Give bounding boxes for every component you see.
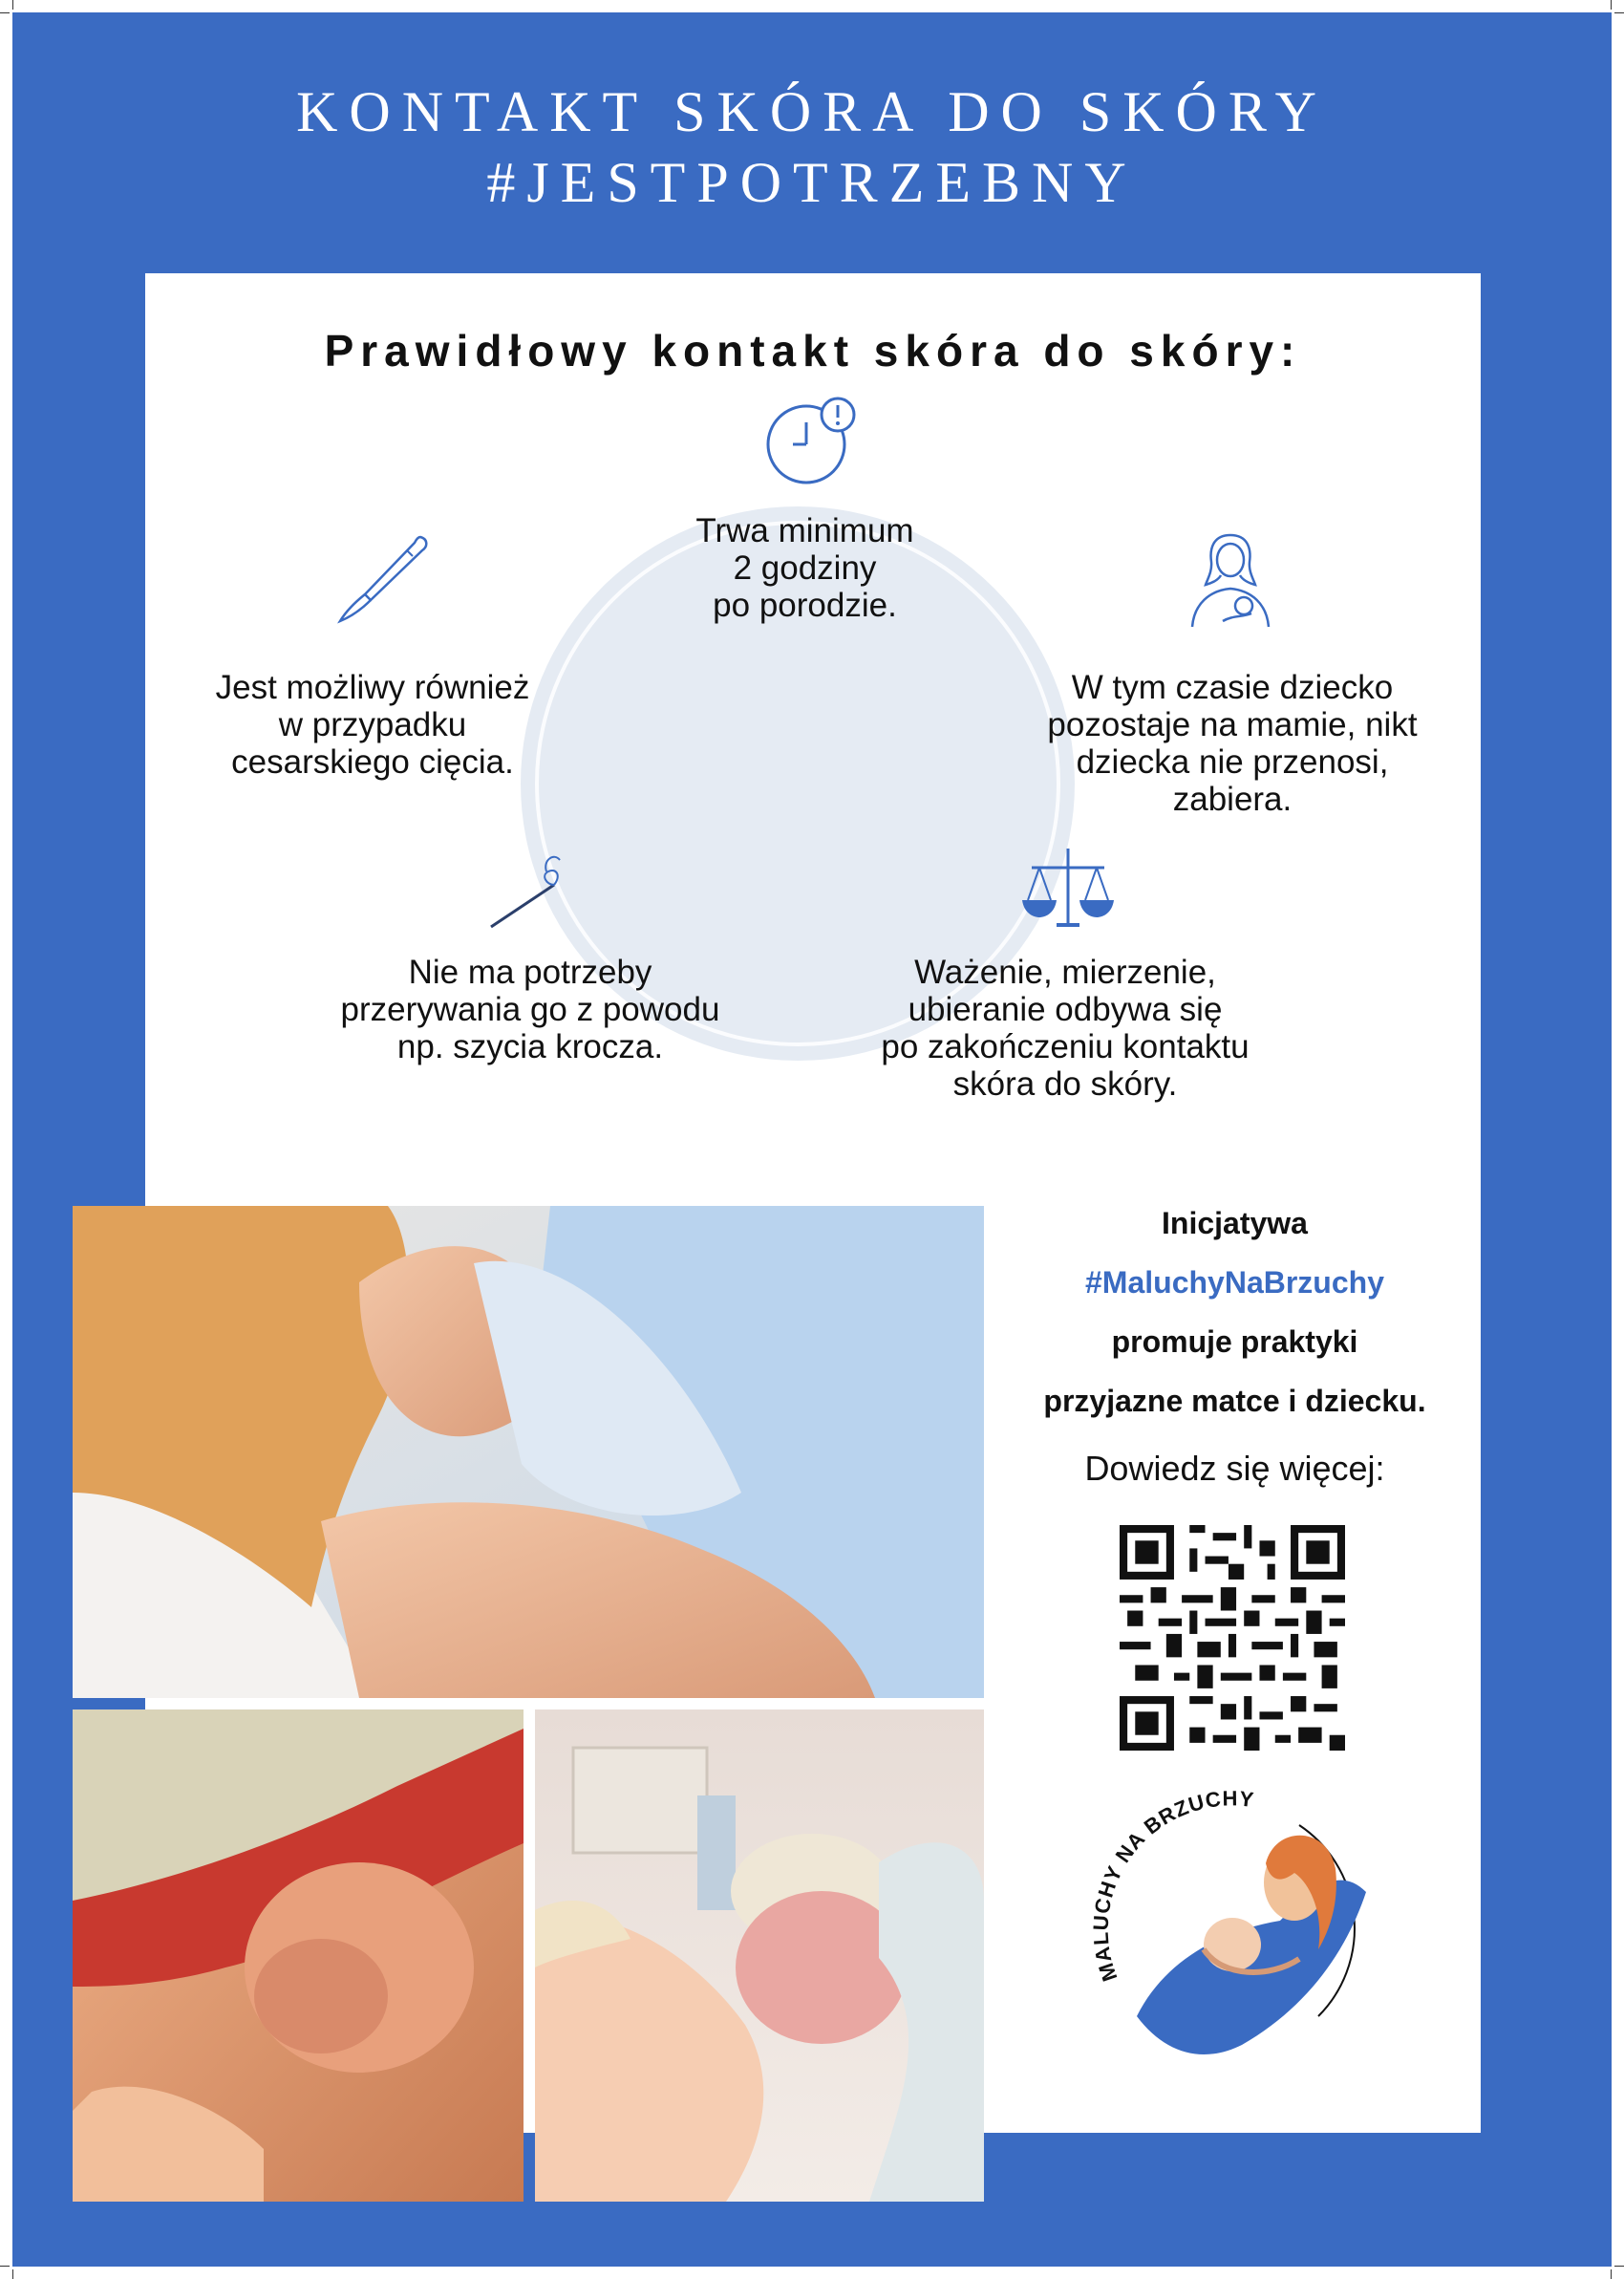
tip-stitching	[306, 954, 755, 1065]
poster-title: KONTAKT SKÓRA DO SKÓRY	[296, 80, 1328, 143]
scalpel-icon	[336, 533, 432, 625]
tip-cesarean	[182, 669, 564, 781]
crop-mark	[12, 2269, 13, 2279]
tip-line: Trwa minimum	[695, 512, 914, 549]
initiative-friendly: przyjazne matce i dziecku.	[1043, 1384, 1426, 1418]
photo-newborn-on-chest	[73, 1709, 524, 2202]
tip-line: po zakończeniu kontaktu	[881, 1028, 1250, 1065]
tip-line: skóra do skóry.	[952, 1065, 1178, 1103]
tip-line: Jest możliwy również	[215, 669, 530, 706]
photo-mother-baby-hat	[535, 1709, 984, 2202]
tip-line: po porodzie.	[713, 587, 897, 624]
tip-line: W tym czasie dziecko	[1071, 669, 1394, 706]
logo-arc-text: MALUCHY NA BRZUCHY	[1088, 1787, 1256, 1985]
crop-mark	[1611, 0, 1612, 10]
learn-more-text: Dowiedz się więcej:	[1084, 1449, 1385, 1488]
tip-stays-on-mother	[998, 669, 1466, 818]
crop-mark	[12, 0, 13, 10]
mother-baby-icon	[1185, 527, 1276, 633]
crop-mark	[1611, 2269, 1612, 2279]
tip-line: dziecka nie przenosi,	[1076, 743, 1389, 781]
crop-mark	[1614, 12, 1624, 13]
tip-line: np. szycia krocza.	[396, 1028, 664, 1065]
tip-line: Ważenie, mierzenie,	[914, 954, 1216, 991]
photo-mother-newborn-bed	[73, 1206, 984, 1698]
tip-line: cesarskiego cięcia.	[231, 743, 514, 781]
crop-mark	[1614, 2266, 1624, 2267]
tip-line: w przypadku	[278, 706, 467, 743]
initiative-hashtag[interactable]: #MaluchyNaBrzuchy	[1085, 1265, 1384, 1300]
qr-code[interactable]	[1120, 1525, 1345, 1751]
tip-duration	[626, 512, 984, 624]
tip-line: pozostaje na mamie, nikt	[1047, 706, 1418, 743]
tip-line: ubieranie odbywa się	[908, 991, 1223, 1028]
tip-weighing	[841, 954, 1290, 1103]
initiative-label: Inicjatywa	[1162, 1206, 1308, 1240]
section-heading: Prawidłowy kontakt skóra do skóry:	[324, 326, 1302, 376]
crop-mark	[0, 2266, 10, 2267]
tip-line: 2 godziny	[733, 549, 877, 587]
needle-thread-icon	[485, 847, 571, 933]
maluchy-na-brzuchy-logo	[1079, 1787, 1385, 2074]
scales-icon	[1020, 847, 1116, 929]
poster-hashtag: #JESTPOTRZEBNY	[486, 151, 1138, 214]
clock-alert-icon	[764, 392, 860, 487]
crop-mark	[0, 12, 10, 13]
tip-line: przerywania go z powodu	[340, 991, 720, 1028]
initiative-promotes: promuje praktyki	[1111, 1324, 1358, 1359]
tip-line: Nie ma potrzeby	[408, 954, 652, 991]
tip-line: zabiera.	[1172, 781, 1293, 818]
